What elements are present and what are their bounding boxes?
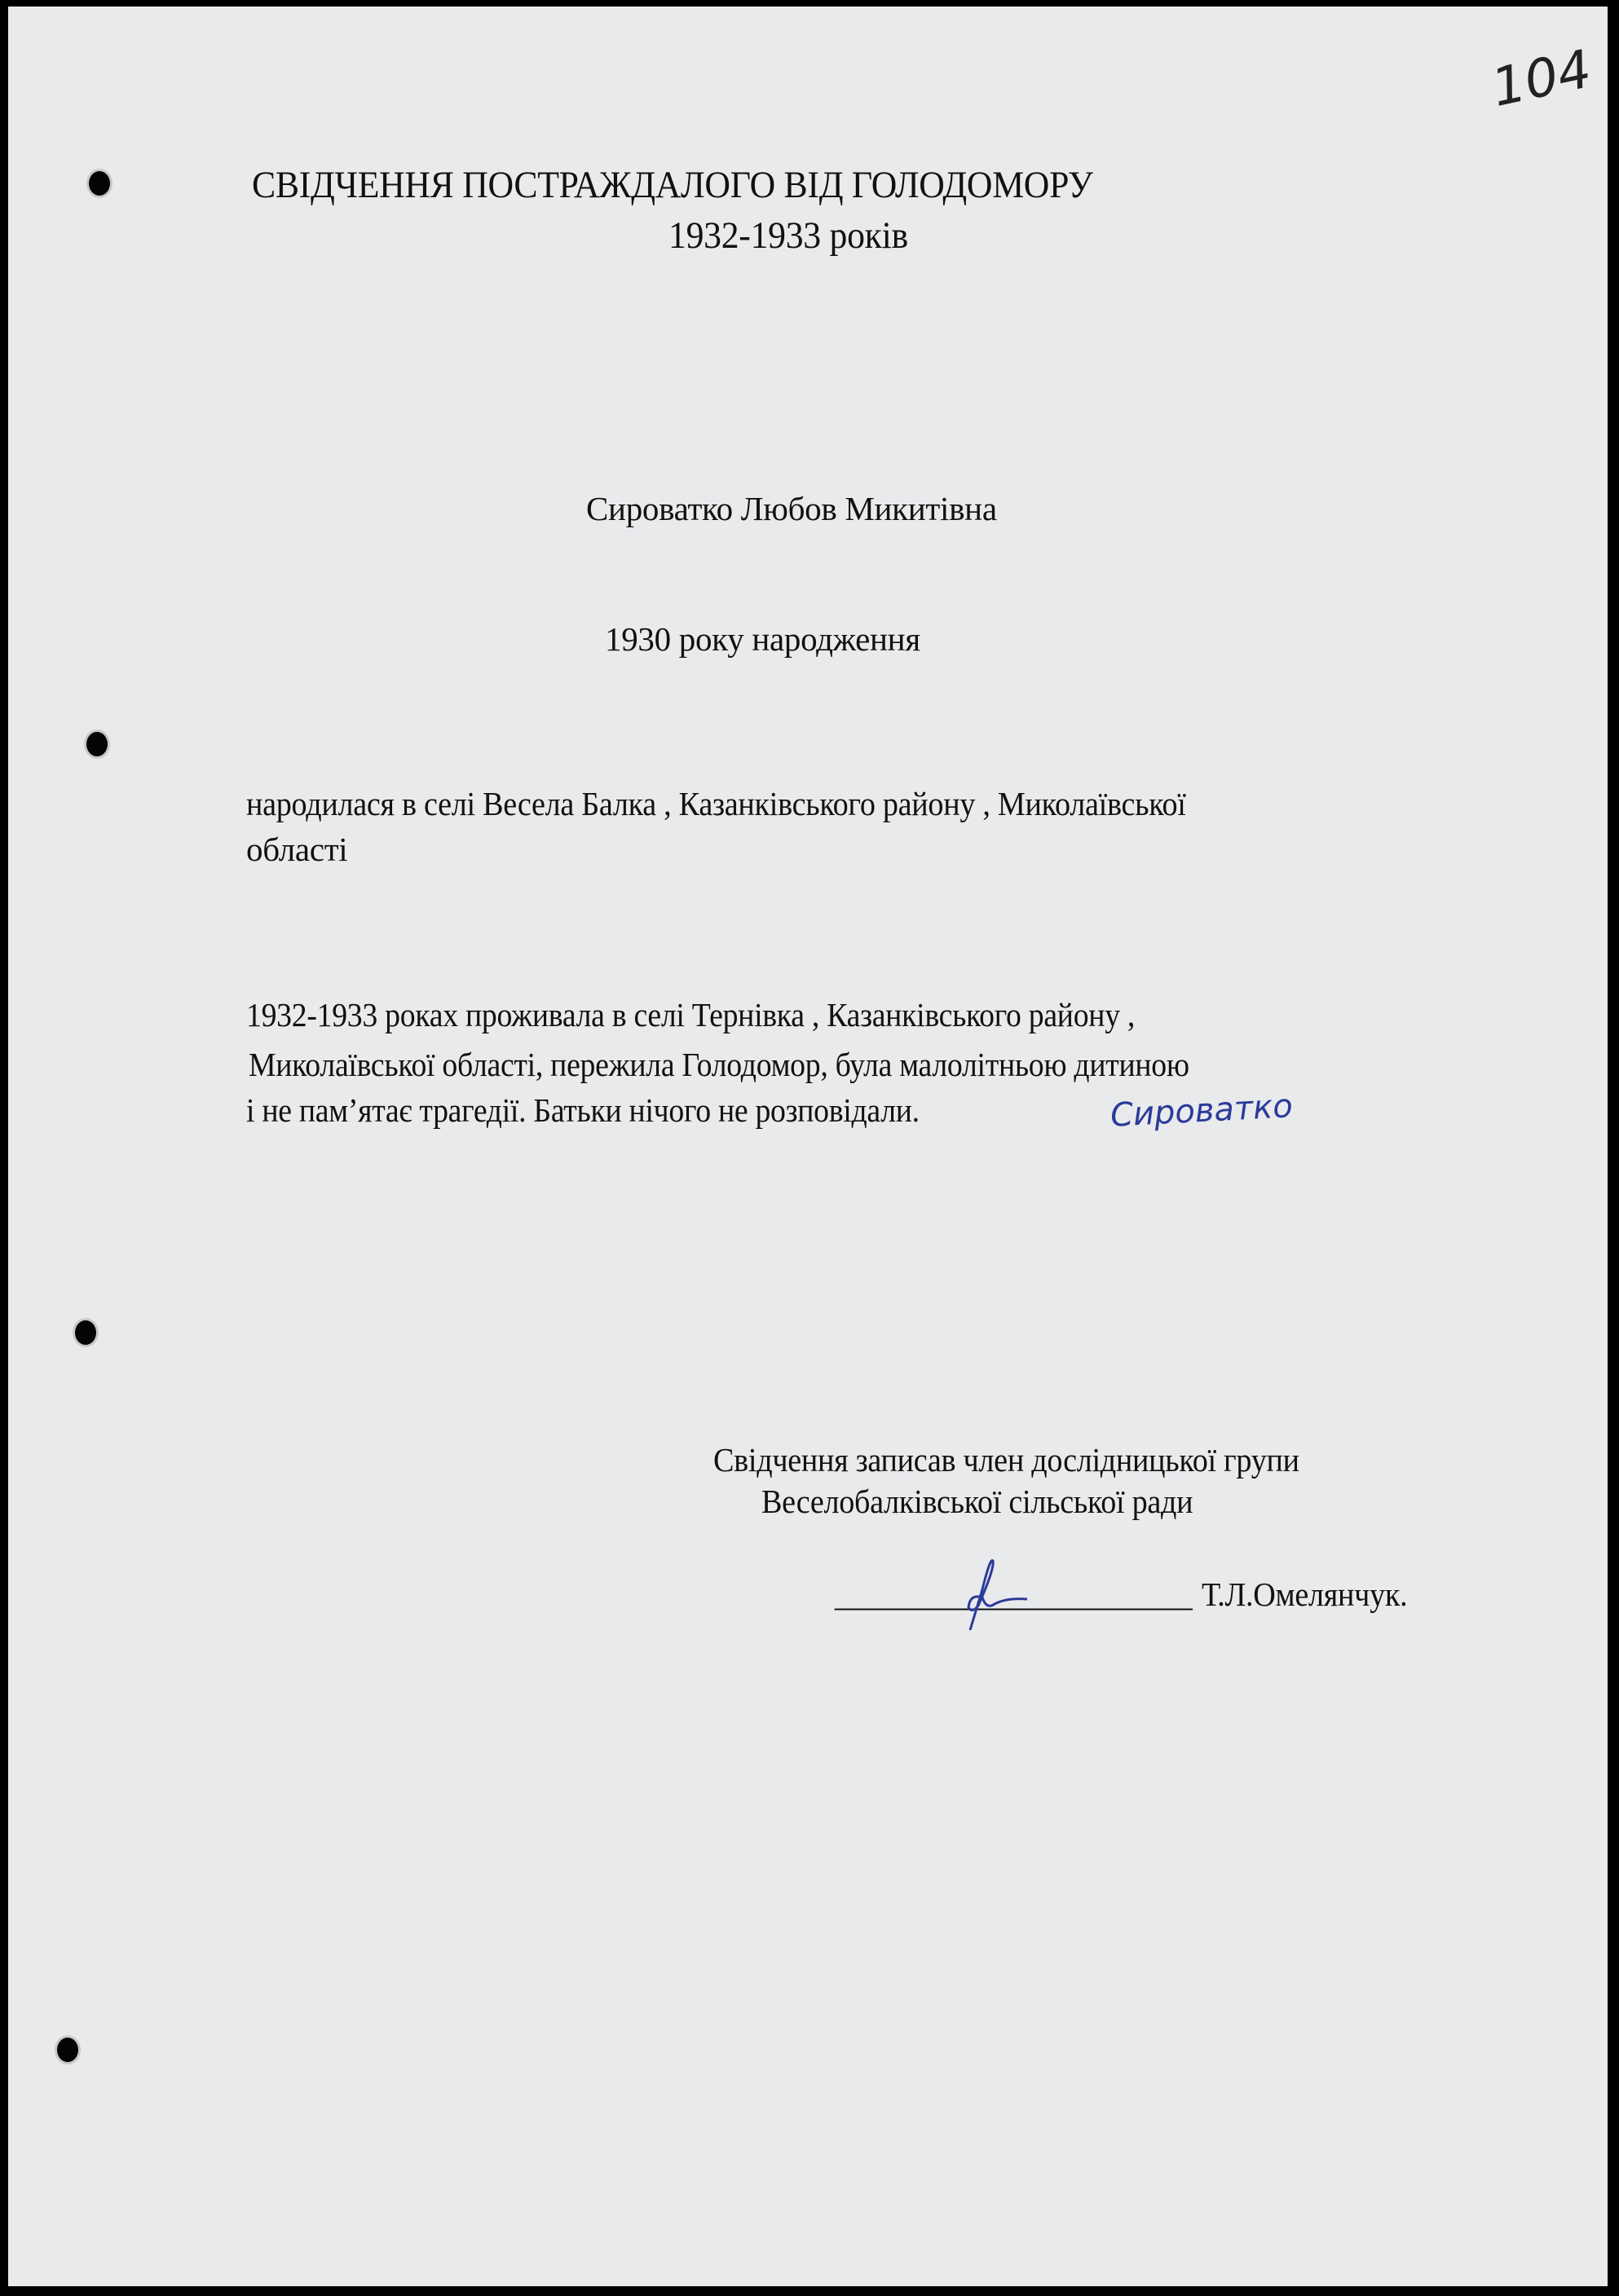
punch-hole: [75, 1320, 96, 1345]
document-title: СВІДЧЕННЯ ПОСТРАЖДАЛОГО ВІД ГОЛОДОМОРУ: [252, 164, 1093, 206]
testimony-line: і не пам’ятає трагедії. Батьки нічого не розповідали.: [246, 1091, 920, 1129]
document-subtitle-years: 1932-1933 років: [668, 214, 908, 257]
testimony-line: Миколаївської області, пережила Голодомор, була малолітньою дитиною: [249, 1046, 1189, 1083]
birthplace-line: народилася в селі Весела Балка , Казанківського району , Миколаївської: [246, 785, 1186, 822]
person-name: Сироватко Любов Микитівна: [586, 490, 997, 527]
birthplace-line: області: [246, 831, 348, 868]
recorder-line: Веселобалківської сільської ради: [761, 1483, 1193, 1520]
handwritten-page-number: 104: [1486, 39, 1597, 119]
punch-hole: [89, 171, 110, 196]
signature-blank: ____________________: [835, 1575, 1193, 1613]
punch-hole: [57, 2038, 78, 2062]
document-page: [8, 7, 1608, 2286]
witness-signature: Сироватко: [1109, 1087, 1294, 1135]
testimony-line: 1932-1933 роках проживала в селі Тернівка , Казанківського району ,: [246, 996, 1136, 1033]
recorder-signature-icon: [946, 1549, 1043, 1638]
birth-year: 1930 року народження: [605, 620, 920, 658]
recorder-line: Свідчення записав член дослідницької групи: [713, 1441, 1299, 1479]
recorder-name: Т.Л.Омелянчук.: [1202, 1575, 1408, 1613]
punch-hole: [86, 732, 108, 756]
